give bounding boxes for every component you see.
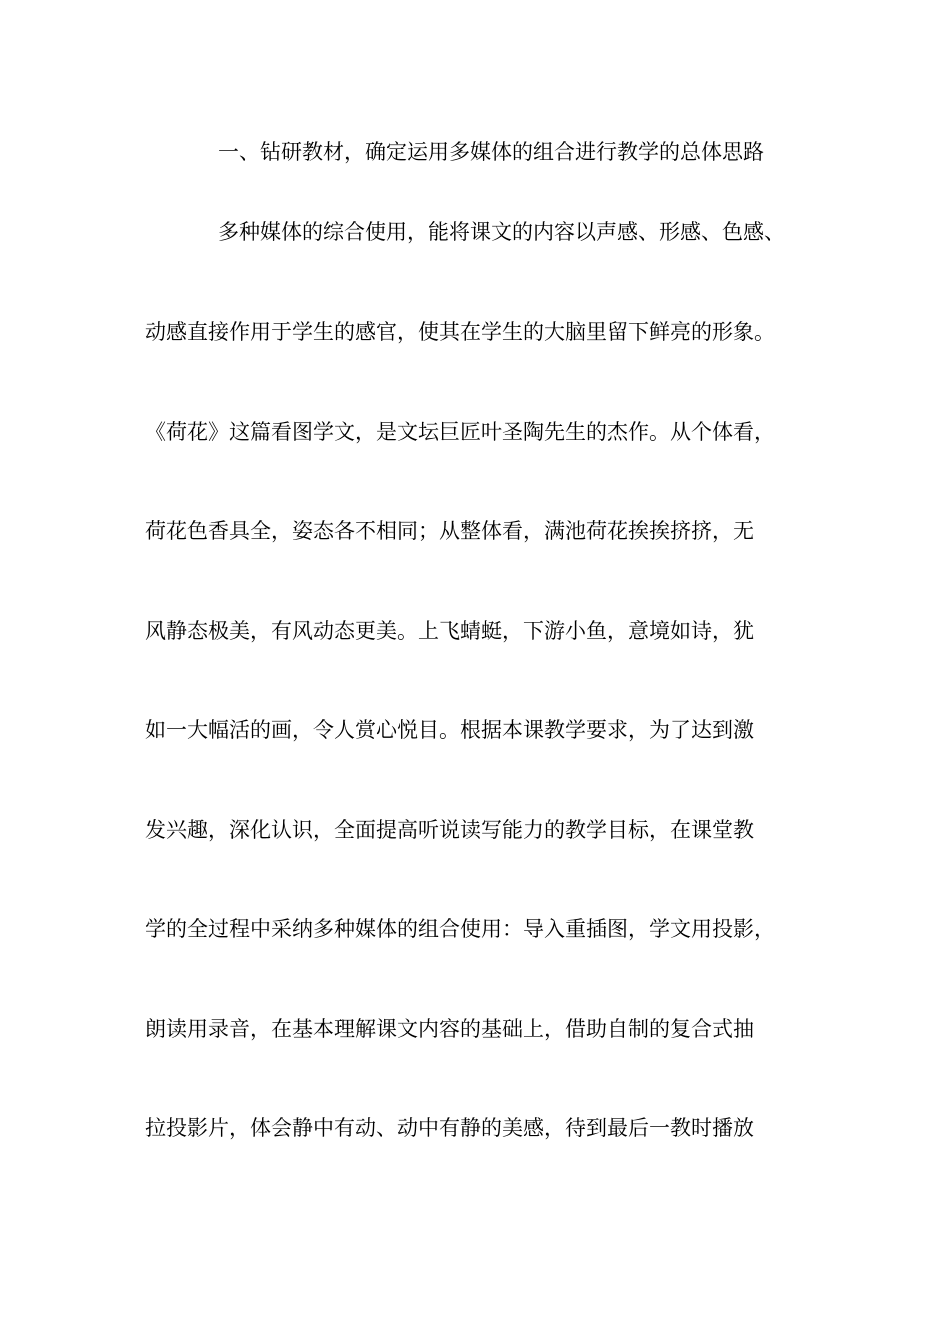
paragraph-line: 《荷花》这篇看图学文，是文坛巨匠叶圣陶先生的杰作。从个体看， (145, 420, 775, 444)
section-heading: 一、钻研教材，确定运用多媒体的组合进行教学的总体思路 (218, 140, 764, 164)
paragraph-line: 朗读用录音，在基本理解课文内容的基础上，借助自制的复合式抽 (145, 1017, 754, 1041)
paragraph-line: 发兴趣，深化认识，全面提高听说读写能力的教学目标，在课堂教 (145, 818, 754, 842)
paragraph-line: 如一大幅活的画，令人赏心悦目。根据本课教学要求，为了达到激 (145, 718, 754, 742)
paragraph-line: 学的全过程中采纳多种媒体的组合使用：导入重插图，学文用投影， (145, 917, 775, 941)
paragraph-line: 风静态极美，有风动态更美。上飞蜻蜓，下游小鱼，意境如诗，犹 (145, 619, 754, 643)
paragraph-line: 动感直接作用于学生的感官，使其在学生的大脑里留下鲜亮的形象。 (145, 320, 775, 344)
paragraph-line: 多种媒体的综合使用，能将课文的内容以声感、形感、色感、 (218, 220, 785, 244)
paragraph-line: 拉投影片，体会静中有动、动中有静的美感，待到最后一教时播放 (145, 1116, 754, 1140)
paragraph-line: 荷花色香具全，姿态各不相同；从整体看，满池荷花挨挨挤挤，无 (145, 519, 754, 543)
